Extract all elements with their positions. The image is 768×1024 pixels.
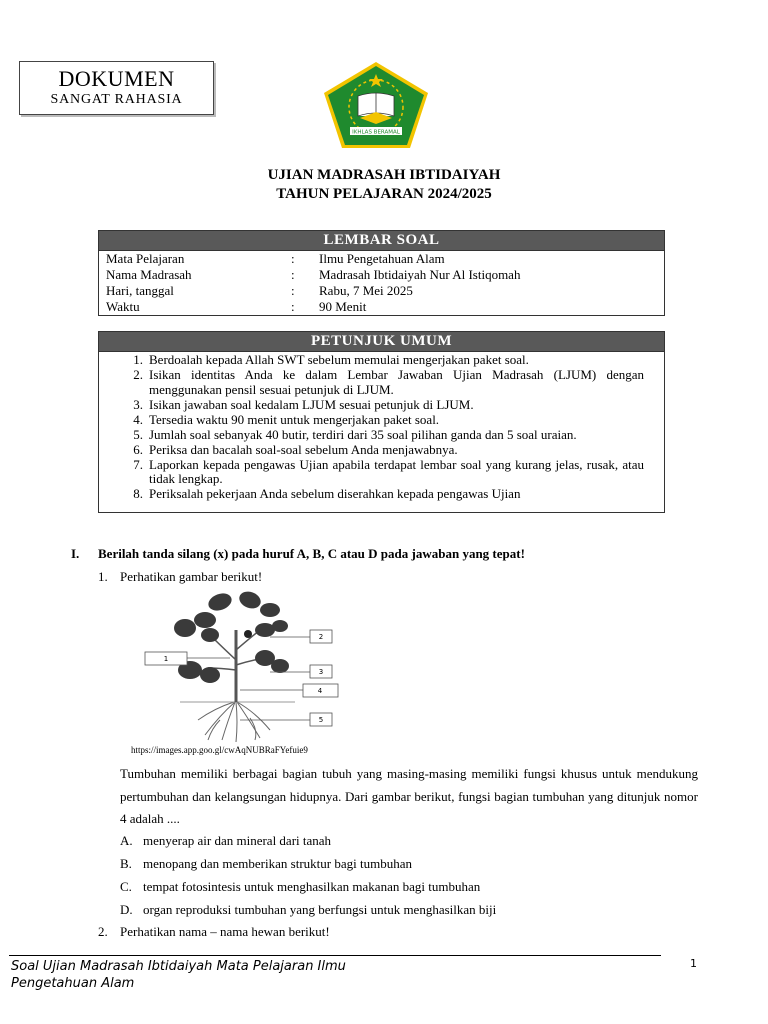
instruction-item: [99, 487, 644, 502]
stamp-line-1: DOKUMEN: [58, 66, 175, 91]
emblem-motto: IKHLAS BERAMAL: [352, 129, 400, 136]
question-number: 1.: [98, 569, 108, 584]
option-c[interactable]: [120, 879, 480, 895]
lembar-soal-heading: LEMBAR SOAL: [99, 231, 664, 251]
option-text: tempat fotosintesis untuk menghasilkan makanan bagi tumbuhan: [143, 879, 481, 894]
instruction-text: Periksalah pekerjaan Anda sebelum diserahkan kepada pengawas Ujian: [149, 486, 521, 501]
figure-label-3: 3: [318, 668, 324, 676]
kemenag-emblem-icon: [320, 60, 432, 150]
instruction-text: Periksa dan bacalah soal-soal sebelum Anda menjawabnya.: [149, 441, 458, 457]
info-value: 90 Menit: [319, 299, 367, 314]
question-2: [98, 924, 330, 940]
instruction-item: [99, 458, 644, 487]
section-instruction: Berilah tanda silang (x) pada huruf A, B, C atau D pada jawaban yang tepat!: [98, 546, 525, 561]
instruction-text: Tersedia waktu 90 menit untuk mengerjakan paket soal.: [149, 411, 440, 427]
instruction-text: Isikan jawaban soal kedalam LJUM sesuai petunjuk di LJUM.: [149, 396, 474, 412]
question-paragraph: Tumbuhan memiliki berbagai bagian tubuh yang masing-masing memiliki fungsi khusus untuk mendukung pertumbuhan dan kelangsungan hidupnya. Dari gambar berikut, fungsi bagian tumbuhan yang ditunjuk nomor 4 adalah ....: [120, 766, 698, 826]
info-key: Hari, tanggal: [106, 283, 174, 298]
info-row: [99, 299, 664, 315]
confidential-stamp: [19, 61, 214, 115]
option-label: B.: [120, 856, 132, 871]
option-label: D.: [120, 902, 133, 917]
instruction-number: 2.: [133, 367, 143, 382]
instruction-number: 1.: [133, 352, 143, 367]
page-number: 1: [690, 957, 697, 970]
info-row: [99, 267, 664, 283]
info-colon: :: [291, 283, 295, 298]
instruction-text: Jumlah soal sebanyak 40 butir, terdiri dari 35 soal pilihan ganda dan 5 soal uraian.: [149, 426, 577, 442]
plant-diagram: [120, 590, 345, 742]
question-1: [98, 569, 262, 585]
instruction-item: [99, 398, 644, 413]
instruction-text: Laporkan kepada pengawas Ujian apabila terdapat lembar soal yang kurang jelas, rusak, atau tidak lengkap.: [149, 456, 644, 486]
figure-label-4: 4: [317, 687, 323, 695]
instruction-number: 3.: [133, 396, 143, 412]
info-colon: :: [291, 251, 295, 266]
option-text: menopang dan memberikan struktur bagi tumbuhan: [143, 856, 412, 871]
option-text: organ reproduksi tumbuhan yang berfungsi untuk menghasilkan biji: [143, 902, 497, 917]
image-source: https://images.app.goo.gl/cwAqNUBRaFYefuie9: [131, 745, 308, 755]
question-prompt: Perhatikan nama – nama hewan berikut!: [120, 924, 330, 939]
instruction-number: 5.: [133, 426, 143, 442]
stamp-line-2: SANGAT RAHASIA: [50, 92, 183, 107]
option-b[interactable]: [120, 856, 412, 872]
info-row: [99, 283, 664, 299]
info-rows: [99, 251, 664, 315]
info-colon: :: [291, 299, 295, 314]
option-label: C.: [120, 879, 132, 894]
instruction-item: [99, 428, 644, 443]
instruction-number: 6.: [133, 441, 143, 457]
option-label: A.: [120, 833, 133, 848]
info-key: Mata Pelajaran: [106, 251, 185, 266]
lembar-soal-box: [98, 230, 665, 316]
footer-divider: [9, 955, 661, 956]
instruction-number: 8.: [133, 486, 143, 501]
option-a[interactable]: [120, 833, 331, 849]
instruction-text: Berdoalah kepada Allah SWT sebelum memulai mengerjakan paket soal.: [149, 352, 529, 367]
info-value: Madrasah Ibtidaiyah Nur Al Istiqomah: [319, 267, 521, 282]
instruction-item: [99, 353, 644, 368]
instruction-number: 7.: [133, 456, 143, 472]
footer-text: Soal Ujian Madrasah Ibtidaiyah Mata Pelajaran Ilmu Pengetahuan Alam: [11, 959, 346, 991]
petunjuk-umum-heading: PETUNJUK UMUM: [99, 332, 664, 352]
exam-title: UJIAN MADRASAH IBTIDAIYAH: [267, 167, 501, 183]
section-heading: [71, 546, 525, 562]
option-d[interactable]: [120, 902, 496, 918]
section-number: I.: [71, 546, 80, 561]
info-key: Nama Madrasah: [106, 267, 192, 282]
instruction-text: Isikan identitas Anda ke dalam Lembar Jawaban Ujian Madrasah (LJUM) dengan menggunakan pensil sesuai petunjuk di LJUM.: [149, 367, 644, 397]
question-number: 2.: [98, 924, 108, 939]
instruction-item: [99, 443, 644, 458]
instruction-list: [99, 352, 664, 505]
instruction-number: 4.: [133, 411, 143, 427]
info-value: Rabu, 7 Mei 2025: [319, 283, 413, 298]
petunjuk-umum-box: [98, 331, 665, 513]
info-colon: :: [291, 267, 295, 282]
figure-label-1: 1: [163, 655, 169, 663]
instruction-item: [99, 368, 644, 397]
info-value: Ilmu Pengetahuan Alam: [319, 251, 445, 266]
question-prompt: Perhatikan gambar berikut!: [120, 569, 263, 584]
figure-label-5: 5: [318, 716, 324, 724]
figure-label-2: 2: [318, 633, 324, 641]
info-row: [99, 251, 664, 267]
academic-year: TAHUN PELAJARAN 2024/2025: [276, 186, 492, 202]
option-text: menyerap air dan mineral dari tanah: [143, 833, 332, 848]
instruction-item: [99, 413, 644, 428]
plant-roots: [198, 702, 270, 742]
flower-bud: [244, 630, 252, 638]
info-key: Waktu: [106, 299, 140, 314]
